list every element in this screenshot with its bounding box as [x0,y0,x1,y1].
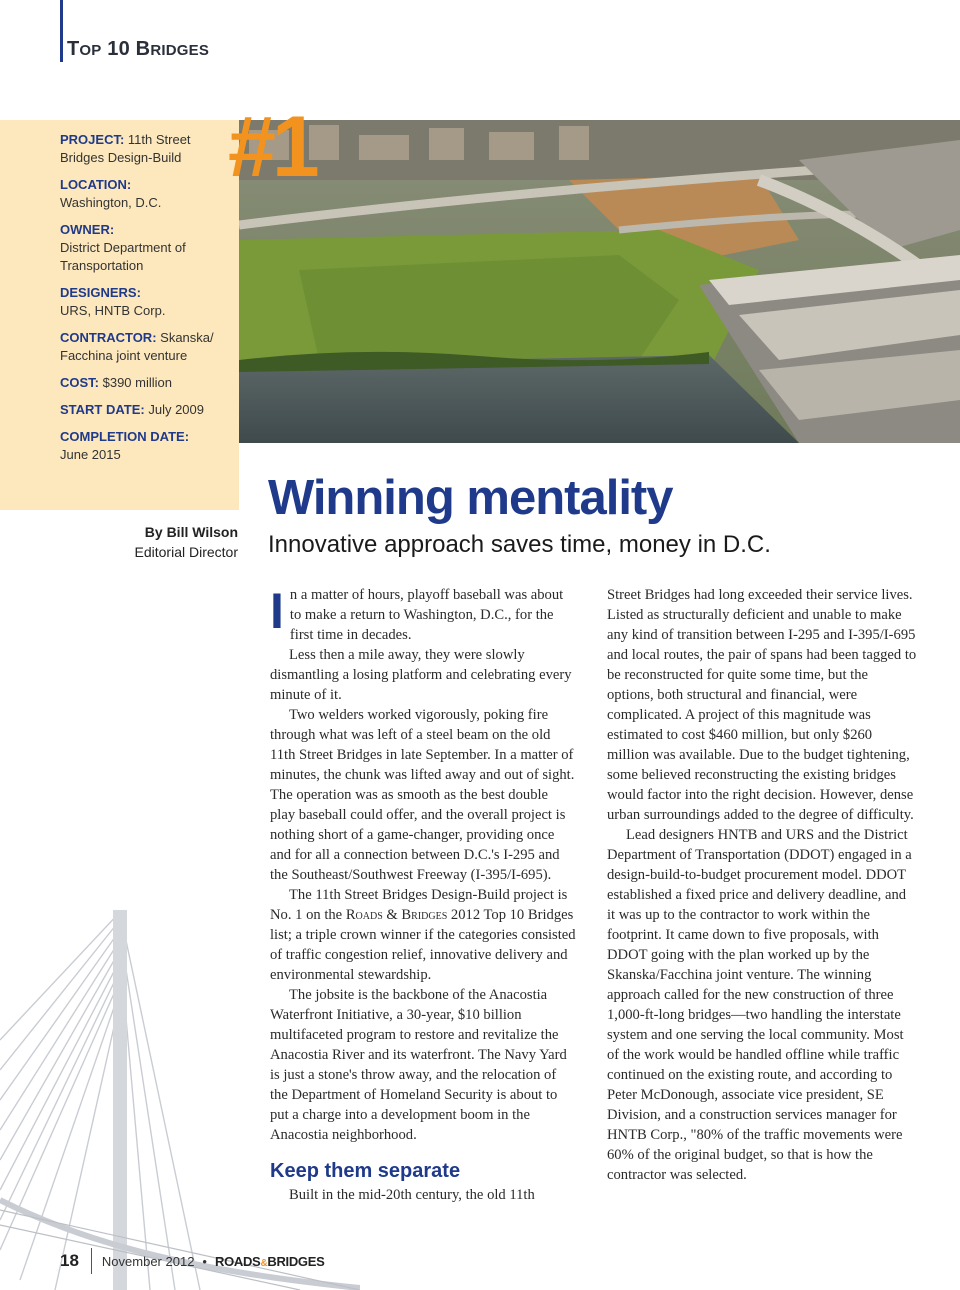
info-completion-date: COMPLETION DATE: June 2015 [60,429,190,462]
paragraph: Two welders worked vigorously, poking fire through what was left of a steel beam on the old 11th Street Bridges in late September. In a matter of minutes, the chunk was lifted away and out of sight. The operation was as smooth as the best double play baseball could offer, and the overall project is nothing short of a game-changer, providing once and for all a connection between D.C.'s I-295 and the Southeast/Southwest Freeway (I-395/I-695). [270,707,575,883]
rank-number: #1 [228,99,316,195]
info-cost: COST: $390 million [60,375,172,390]
footer-divider [91,1248,92,1274]
paragraph: In a matter of hours, playoff baseball was about to make a return to Washington, D.C., for the first time in decades. [270,583,564,643]
article-column-2 [607,585,917,1185]
info-project: PROJECT: 11th Street Bridges Design-Build [60,132,191,165]
article-column-1 [270,585,576,1205]
info-start-date: START DATE: July 2009 [60,402,204,417]
project-info [60,131,235,473]
author-name: By Bill Wilson [144,524,238,540]
paragraph: The 11th Street Bridges Design-Build project is No. 1 on the Roads & Bridges 2012 Top 10 Bridges list; a triple crown winner if the categories consisted of traffic congestion relief, innovative delivery and environmental stewardship. [270,887,576,983]
author-title: Editorial Director [134,544,238,560]
byline [135,522,238,562]
headline: Winning mentality [268,471,673,525]
paragraph: Less then a mile away, they were slowly dismantling a losing platform and celebrating every minute of it. [270,647,572,703]
subsection-heading: Keep them separate [270,1160,461,1182]
magazine-logo: ROADS&BRIDGES [214,1253,325,1269]
page-footer [60,1248,325,1274]
info-contractor: CONTRACTOR: Skanska/ Facchina joint venture [60,330,214,363]
aerial-bridge-photo [239,120,960,443]
paragraph: Lead designers HNTB and URS and the District Department of Transportation (DDOT) engaged in a design-build-to-budget procurement model. DDOT established a fixed price and delivery deadline, and it was up to the contractor to work within the footprint. It came down to five proposals, with DDOT going with the plan worked up by the Skanska/Facchina joint venture. The winning approach called for the new construction of three 1,000-ft-long bridges—two handling the interstate system and one serving the local community. Most of the work would be handled offline while traffic continued on the existing route, and according to Peter McDonough, associate vice president, SE Division, and a construction services manager for HNTB Corp., "80% of the traffic movements were 60% of the original budget, so that is how the contractor was selected. [607,827,912,1183]
info-designers: DESIGNERS: URS, HNTB Corp. [60,285,166,318]
drop-cap: I [270,583,284,639]
issue-date: November 2012 [101,1253,195,1269]
subheadline: Innovative approach saves time, money in D.C. [268,531,771,558]
info-owner: OWNER: District Department of Transportation [60,222,186,273]
info-location: LOCATION: Washington, D.C. [60,177,162,210]
footer-bullet: • [202,1253,207,1269]
section-title: TOP 10 BRIDGES [67,38,210,60]
page-number: 18 [60,1251,79,1270]
paragraph: The jobsite is the backbone of the Anacostia Waterfront Initiative, a 30-year, $10 billion multifaceted program to restore and revitalize the Anacostia River and its waterfront. The Navy Yard is just a stone's throw away, and the relocation of the Department of Homeland Security is about to put a charge into a development boom in the Anacostia neighborhood. [270,987,567,1143]
paragraph: Built in the mid-20th century, the old 11th [289,1187,535,1203]
header-rule [60,0,63,62]
paragraph: Street Bridges had long exceeded their service lives. Listed as structurally deficient and unable to make any kind of transition between I-295 and I-395/I-695 and local routes, the pair of spans had been tagged to be reconstructed for quite some time, but the options, both structural and financial, were complicated. A project of this magnitude was estimated to cost $460 million, but only $260 million was available. Due to the budget tightening, some believed reconstructing the existing bridges would factor into the right decision. However, dense urban surroundings added to the degree of difficulty. [607,587,917,823]
